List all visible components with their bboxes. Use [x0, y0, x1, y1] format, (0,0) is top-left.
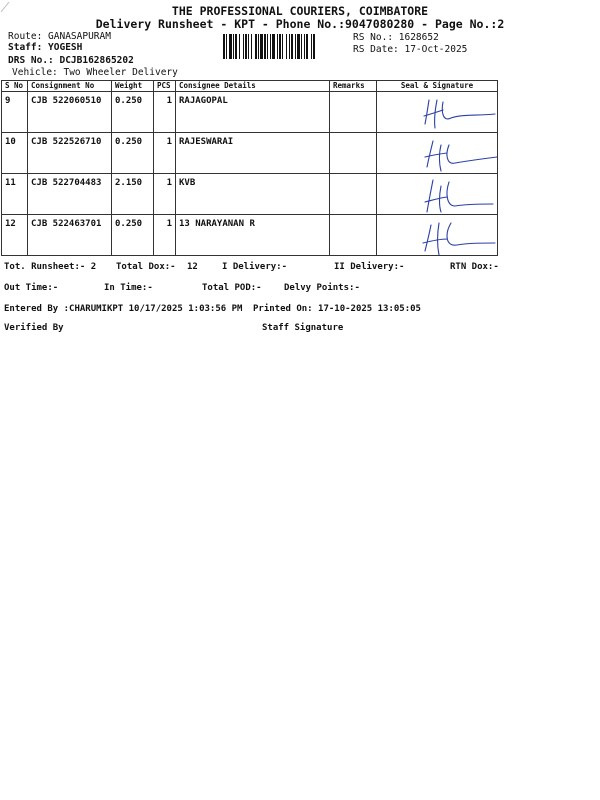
cell-consignee: 13 NARAYANAN R [176, 215, 330, 256]
cell-consignee: RAJAGOPAL [176, 92, 330, 133]
table-header-row [2, 81, 498, 92]
rs-number: RS No.: 1628652 [353, 32, 439, 43]
cell-pcs: 1 [154, 174, 176, 215]
cell-consignment: CJB 522704483 [28, 174, 112, 215]
drs-number: DRS No.: DCJB162865202 [8, 55, 134, 66]
cell-sno: 12 [2, 215, 28, 256]
verified-by: Verified By [4, 323, 64, 333]
cell-sno: 10 [2, 133, 28, 174]
header-weight: Weight [112, 81, 154, 92]
header-seal-signature: Seal & Signature [377, 81, 498, 92]
cell-weight: 0.250 [112, 92, 154, 133]
runsheet-title: Delivery Runsheet - KPT - Phone No.:9047080280 - Page No.:2 [95, 17, 505, 31]
staff-label: Staff: YOGESH [8, 42, 83, 53]
cell-consignment: CJB 522526710 [28, 133, 112, 174]
ii-delivery: II Delivery:- [334, 262, 405, 272]
cell-sno: 11 [2, 174, 28, 215]
in-time: In Time:- [104, 283, 153, 293]
cell-consignment: CJB 522060510 [28, 92, 112, 133]
i-delivery: I Delivery:- [222, 262, 288, 272]
cell-remarks [330, 215, 377, 256]
cell-signature [377, 92, 498, 133]
table-row [2, 133, 498, 174]
cell-remarks [330, 174, 377, 215]
cell-pcs: 1 [154, 215, 176, 256]
total-dox-label: Total Dox:- [116, 262, 176, 272]
printed-on: Printed On: 17-10-2025 13:05:05 [253, 304, 421, 314]
header-consignment: Consignment No [28, 81, 112, 92]
header-sno: S No [2, 81, 28, 92]
cell-signature [377, 174, 498, 215]
total-runsheet: Tot. Runsheet:- 2 [4, 262, 97, 272]
table-row [2, 92, 498, 133]
handwritten-signature [421, 217, 498, 255]
out-time: Out Time:- [4, 283, 59, 293]
rs-date: RS Date: 17-Oct-2025 [353, 44, 468, 55]
cell-remarks [330, 133, 377, 174]
cell-remarks [330, 92, 377, 133]
total-pod: Total POD:- [202, 283, 262, 293]
cell-weight: 0.250 [112, 215, 154, 256]
cell-consignee: KVB [176, 174, 330, 215]
rtn-dox: RTN Dox:- [450, 262, 499, 272]
cell-pcs: 1 [154, 133, 176, 174]
company-title: THE PROFESSIONAL COURIERS, COIMBATORE [171, 4, 429, 18]
header-remarks: Remarks [330, 81, 377, 92]
staff-signature-label: Staff Signature [262, 323, 344, 333]
route-label: Route: GANASAPURAM [8, 31, 111, 42]
vehicle-label: Vehicle: Two Wheeler Delivery [12, 67, 178, 78]
total-dox-value: 12 [187, 262, 198, 272]
cell-signature [377, 215, 498, 256]
cell-weight: 2.150 [112, 174, 154, 215]
runsheet-table [1, 80, 498, 256]
entered-by: Entered By :CHARUMIKPT 10/17/2025 1:03:56 PM [4, 304, 243, 314]
cell-consignee: RAJESWARAI [176, 133, 330, 174]
table-row [2, 174, 498, 215]
cell-weight: 0.250 [112, 133, 154, 174]
cell-sno: 9 [2, 92, 28, 133]
delivery-points: Delvy Points:- [284, 283, 360, 293]
cell-pcs: 1 [154, 92, 176, 133]
cell-signature [377, 133, 498, 174]
barcode-image [223, 34, 350, 59]
header-consignee: Consignee Details [176, 81, 330, 92]
handwritten-signature [421, 94, 498, 132]
cell-consignment: CJB 522463701 [28, 215, 112, 256]
table-row [2, 215, 498, 256]
handwritten-signature [421, 135, 498, 173]
header-pcs: PCS [154, 81, 176, 92]
handwritten-signature [421, 176, 498, 214]
